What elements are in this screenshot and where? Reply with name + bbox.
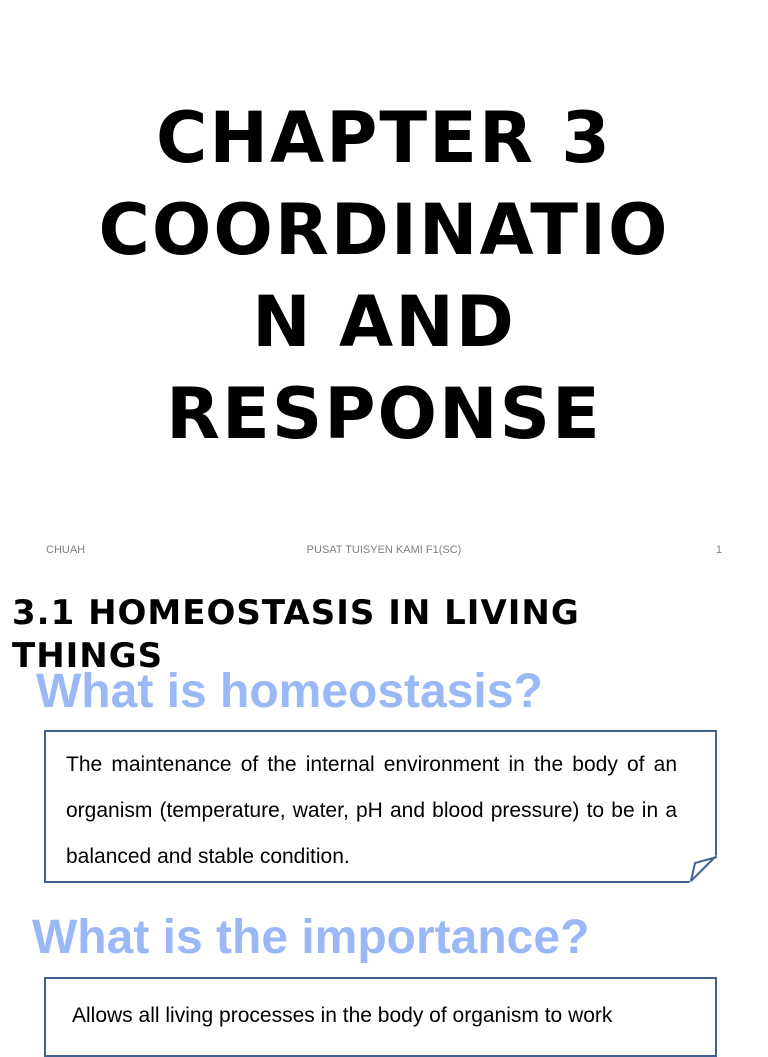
question-homeostasis: What is homeostasis?: [36, 665, 543, 718]
footer-page-number: 1: [715, 544, 722, 556]
question-importance: What is the importance?: [32, 911, 590, 964]
definition-box: [44, 730, 717, 883]
definition-text: The maintenance of the internal environment in the body of an organism (temperature, water, pH and blood pressure) to be in a balanced and stable condition.: [66, 753, 677, 868]
importance-box: [44, 977, 717, 1057]
chapter-title-line: CHAPTER 3: [156, 97, 612, 179]
chapter-title-line: COORDINATIO: [98, 189, 670, 271]
section-heading: 3.1 HOMEOSTASIS IN LIVING THINGS: [12, 593, 580, 676]
chapter-title: [60, 92, 708, 460]
chapter-title-line: RESPONSE: [166, 373, 602, 455]
folded-corner-icon: [689, 855, 717, 883]
chapter-title-line: N AND: [252, 281, 516, 363]
footer-author: CHUAH: [46, 544, 86, 556]
importance-text: Allows all living processes in the body of organism to work: [72, 1004, 613, 1027]
footer-center-text: PUSAT TUISYEN KAMI F1(SC): [306, 544, 462, 556]
